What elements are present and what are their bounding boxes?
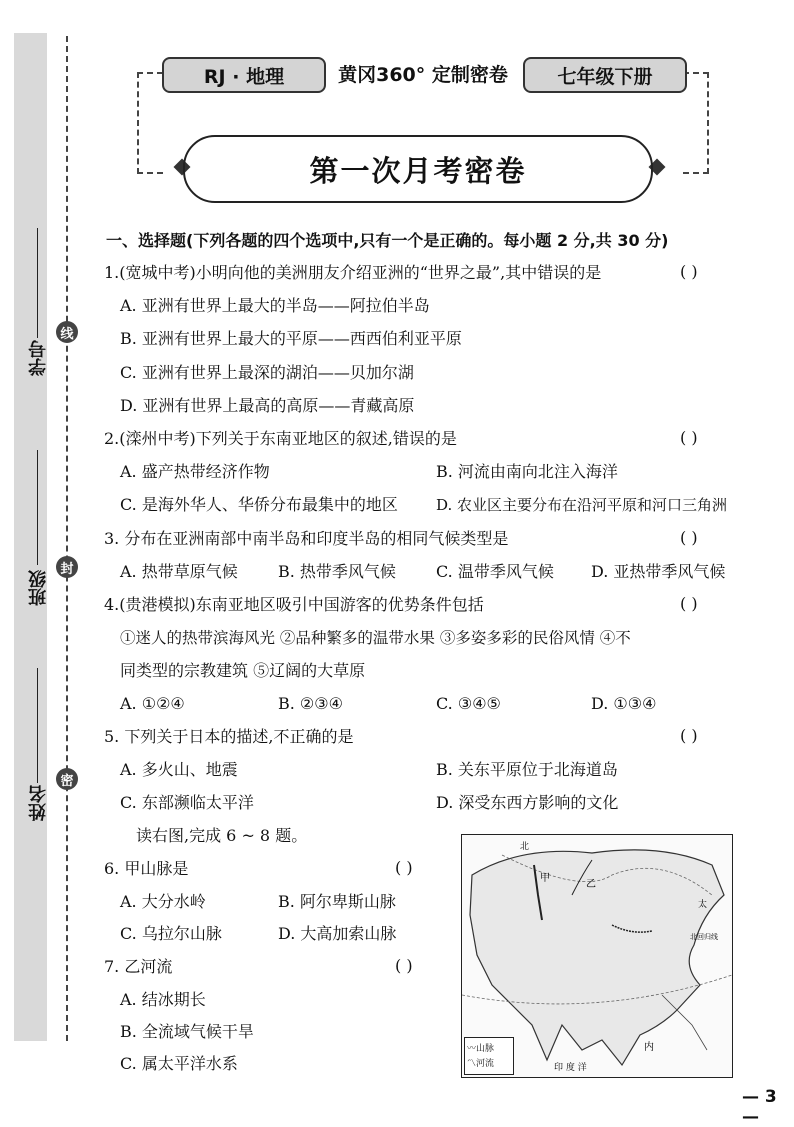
q3-option-c[interactable]: C. 温带季风气候: [436, 562, 554, 581]
q1-answer-blank[interactable]: ( ): [680, 262, 698, 281]
header-dash-right: [683, 72, 709, 174]
q4-option-d[interactable]: D. ①③④: [591, 694, 657, 713]
q7-option-c[interactable]: C. 属太平洋水系: [120, 1054, 238, 1073]
map-legend: 〰山脉 〽河流: [464, 1037, 514, 1075]
q2-option-c[interactable]: C. 是海外华人、华侨分布最集中的地区: [120, 495, 398, 514]
q5-option-c[interactable]: C. 东部濒临太平洋: [120, 793, 254, 812]
subject-badge: RJ · 地理: [162, 57, 326, 93]
q5-option-d[interactable]: D. 深受东西方影响的文化: [436, 793, 619, 812]
q2-answer-blank[interactable]: ( ): [680, 428, 698, 447]
header-dash-left: [137, 72, 163, 174]
seal-dense-mark: 密: [56, 768, 78, 790]
class-label: 班级: [28, 570, 49, 606]
q6-stem: 6. 甲山脉是: [104, 859, 189, 878]
q3-option-d[interactable]: D. 亚热带季风气候: [591, 562, 726, 581]
map-label-yi: 乙: [586, 879, 596, 890]
q4-items-line2: 同类型的宗教建筑 ⑤辽阔的大草原: [120, 661, 366, 680]
q2-stem: 2.(滦州中考)下列关于东南亚地区的叙述,错误的是: [104, 429, 457, 448]
page-title: 第一次月考密卷: [183, 135, 653, 203]
q7-option-a[interactable]: A. 结冰期长: [120, 990, 206, 1009]
cut-line: [66, 36, 68, 1041]
q5-option-b[interactable]: B. 关东平原位于北海道岛: [436, 760, 618, 779]
q6-option-b[interactable]: B. 阿尔卑斯山脉: [278, 892, 396, 911]
section-heading: 一、选择题(下列各题的四个选项中,只有一个是正确的。每小题 2 分,共 30 分): [106, 231, 669, 250]
map-label-tropic: 北回归线: [690, 933, 718, 941]
q3-option-a[interactable]: A. 热带草原气候: [120, 562, 238, 581]
map-label-jia: 甲: [540, 873, 550, 884]
q1-option-b[interactable]: B. 亚洲有世界上最大的平原——西西伯利亚平原: [120, 329, 462, 348]
brand-text: 黄冈360° 定制密卷: [338, 64, 508, 86]
grade-badge: 七年级下册: [523, 57, 687, 93]
q2-option-d[interactable]: D. 农业区主要分布在沿河平原和河口三角洲: [436, 496, 728, 514]
student-id-label: 学号: [28, 340, 49, 376]
q7-answer-blank[interactable]: ( ): [395, 956, 413, 975]
legend-river: 河流: [476, 1059, 495, 1069]
q4-option-b[interactable]: B. ②③④: [278, 694, 343, 713]
q5-answer-blank[interactable]: ( ): [680, 726, 698, 745]
q1-option-a[interactable]: A. 亚洲有世界上最大的半岛——阿拉伯半岛: [120, 296, 430, 315]
map-label-nei: 内: [644, 1042, 654, 1053]
q4-items-line1: ①迷人的热带滨海风光 ②品种繁多的温带水果 ③多姿多彩的民俗风情 ④不: [120, 629, 631, 647]
q4-option-a[interactable]: A. ①②④: [120, 694, 185, 713]
map-label-indian-ocean: 印 度 洋: [554, 1063, 587, 1073]
q6-option-c[interactable]: C. 乌拉尔山脉: [120, 924, 222, 943]
q2-option-b[interactable]: B. 河流由南向北注入海洋: [436, 462, 618, 481]
name-blank[interactable]: [37, 668, 38, 783]
q4-stem: 4.(贵港模拟)东南亚地区吸引中国游客的优势条件包括: [104, 595, 484, 614]
q2-option-a[interactable]: A. 盛产热带经济作物: [120, 462, 270, 481]
q1-stem: 1.(宽城中考)小明向他的美洲朋友介绍亚洲的“世界之最”,其中错误的是: [104, 263, 602, 282]
page-number: — 3 —: [742, 1087, 777, 1127]
map-instruction: 读右图,完成 6 ~ 8 题。: [136, 826, 308, 845]
q6-option-a[interactable]: A. 大分水岭: [120, 892, 206, 911]
q3-option-b[interactable]: B. 热带季风气候: [278, 562, 396, 581]
q7-option-b[interactable]: B. 全流域气候干旱: [120, 1022, 254, 1041]
q1-option-c[interactable]: C. 亚洲有世界上最深的湖泊——贝加尔湖: [120, 363, 414, 382]
q5-stem: 5. 下列关于日本的描述,不正确的是: [104, 727, 354, 746]
legend-mountain: 山脉: [476, 1044, 495, 1054]
binding-margin: [14, 33, 47, 1041]
q4-option-c[interactable]: C. ③④⑤: [436, 694, 501, 713]
class-blank[interactable]: [37, 450, 38, 565]
map-label-north: 北: [520, 842, 530, 852]
name-label: 姓名: [28, 785, 49, 821]
student-id-blank[interactable]: [37, 228, 38, 338]
q3-stem: 3. 分布在亚洲南部中南半岛和印度半岛的相同气候类型是: [104, 529, 509, 548]
q7-stem: 7. 乙河流: [104, 957, 173, 976]
seal-seal-mark: 封: [56, 556, 78, 578]
q5-option-a[interactable]: A. 多火山、地震: [120, 760, 238, 779]
map-label-pacific: 太: [698, 900, 708, 910]
q6-option-d[interactable]: D. 大高加索山脉: [278, 924, 397, 943]
q3-answer-blank[interactable]: ( ): [680, 528, 698, 547]
q4-answer-blank[interactable]: ( ): [680, 594, 698, 613]
q1-option-d[interactable]: D. 亚洲有世界上最高的高原——青藏高原: [120, 396, 415, 415]
seal-line-mark: 线: [56, 321, 78, 343]
asia-map: [461, 834, 733, 1078]
q6-answer-blank[interactable]: ( ): [395, 858, 413, 877]
